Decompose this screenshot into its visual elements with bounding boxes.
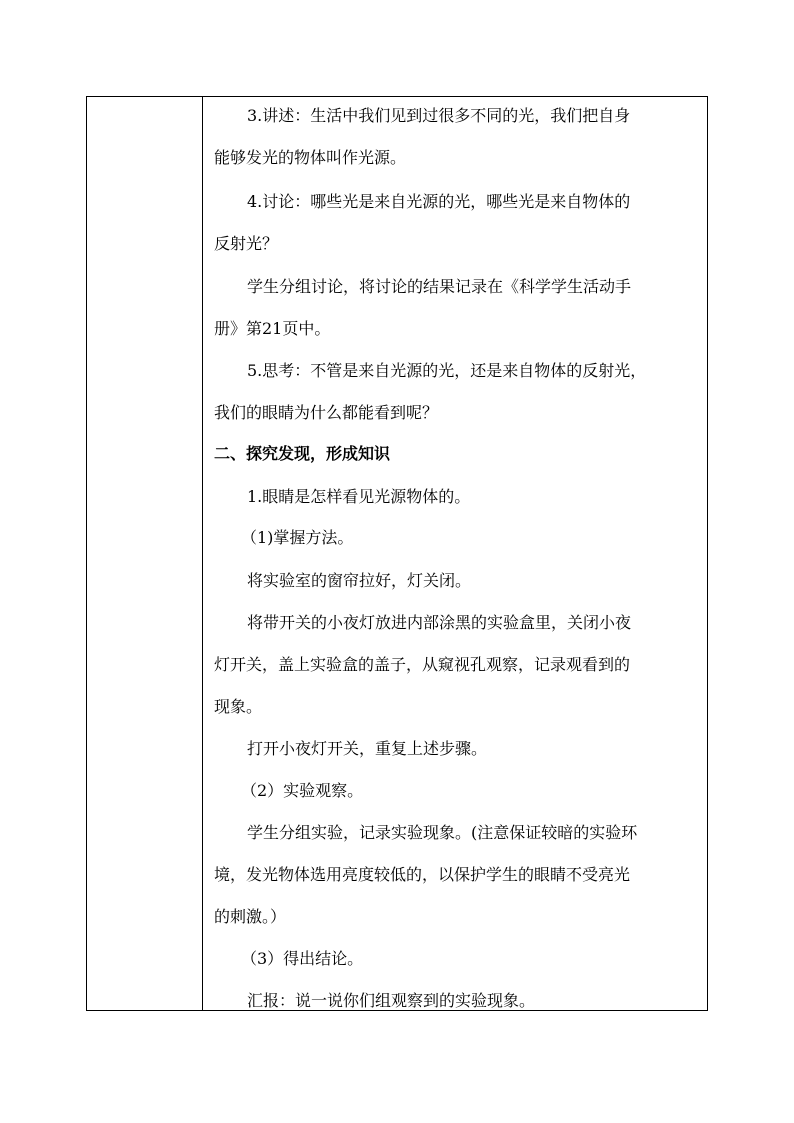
text-line: 3.讲述：生活中我们见到过很多不同的光，我们把自身 bbox=[247, 106, 631, 125]
text-line: 的刺激。） bbox=[214, 907, 287, 926]
text-line: 将带开关的小夜灯放进内部涂黑的实验盒里，关闭小夜 bbox=[247, 613, 632, 632]
text-line: 反射光？ bbox=[214, 234, 279, 253]
text-line: （3）得出结论。 bbox=[241, 949, 364, 968]
table-left-column bbox=[87, 97, 203, 1010]
text-line: 境，发光物体选用亮度较低的，以保护学生的眼睛不受亮光 bbox=[214, 865, 631, 884]
text-line: （1)掌握方法。 bbox=[241, 528, 354, 547]
text-line: 学生分组实验，记录实验现象。(注意保证较暗的实验环 bbox=[247, 823, 638, 842]
text-line: 现象。 bbox=[214, 697, 263, 716]
text-line: 4.讨论：哪些光是来自光源的光，哪些光是来自物体的 bbox=[247, 192, 631, 211]
table-content-column bbox=[204, 97, 707, 1010]
section-heading: 二、探究发现，形成知识 bbox=[214, 444, 391, 463]
text-line: 灯开关，盖上实验盒的盖子，从窥视孔观察，记录观看到的 bbox=[214, 655, 631, 674]
text-line: 学生分组讨论，将讨论的结果记录在《科学学生活动手 bbox=[247, 277, 632, 296]
text-line: 能够发光的物体叫作光源。 bbox=[214, 148, 407, 167]
text-line: 打开小夜灯开关，重复上述步骤。 bbox=[247, 739, 488, 758]
text-line: 1.眼睛是怎样看见光源物体的。 bbox=[247, 487, 471, 506]
text-line: 将实验室的窗帘拉好，灯关闭。 bbox=[247, 571, 472, 590]
text-line: 5.思考：不管是来自光源的光，还是来自物体的反射光， bbox=[247, 361, 647, 380]
text-line: 册》第21页中。 bbox=[214, 319, 331, 338]
text-line: （2）实验观察。 bbox=[241, 781, 364, 800]
text-line: 汇报：说一说你们组观察到的实验现象。 bbox=[247, 991, 536, 1010]
text-line: 我们的眼睛为什么都能看到呢？ bbox=[214, 403, 439, 422]
lesson-table bbox=[86, 96, 708, 1011]
